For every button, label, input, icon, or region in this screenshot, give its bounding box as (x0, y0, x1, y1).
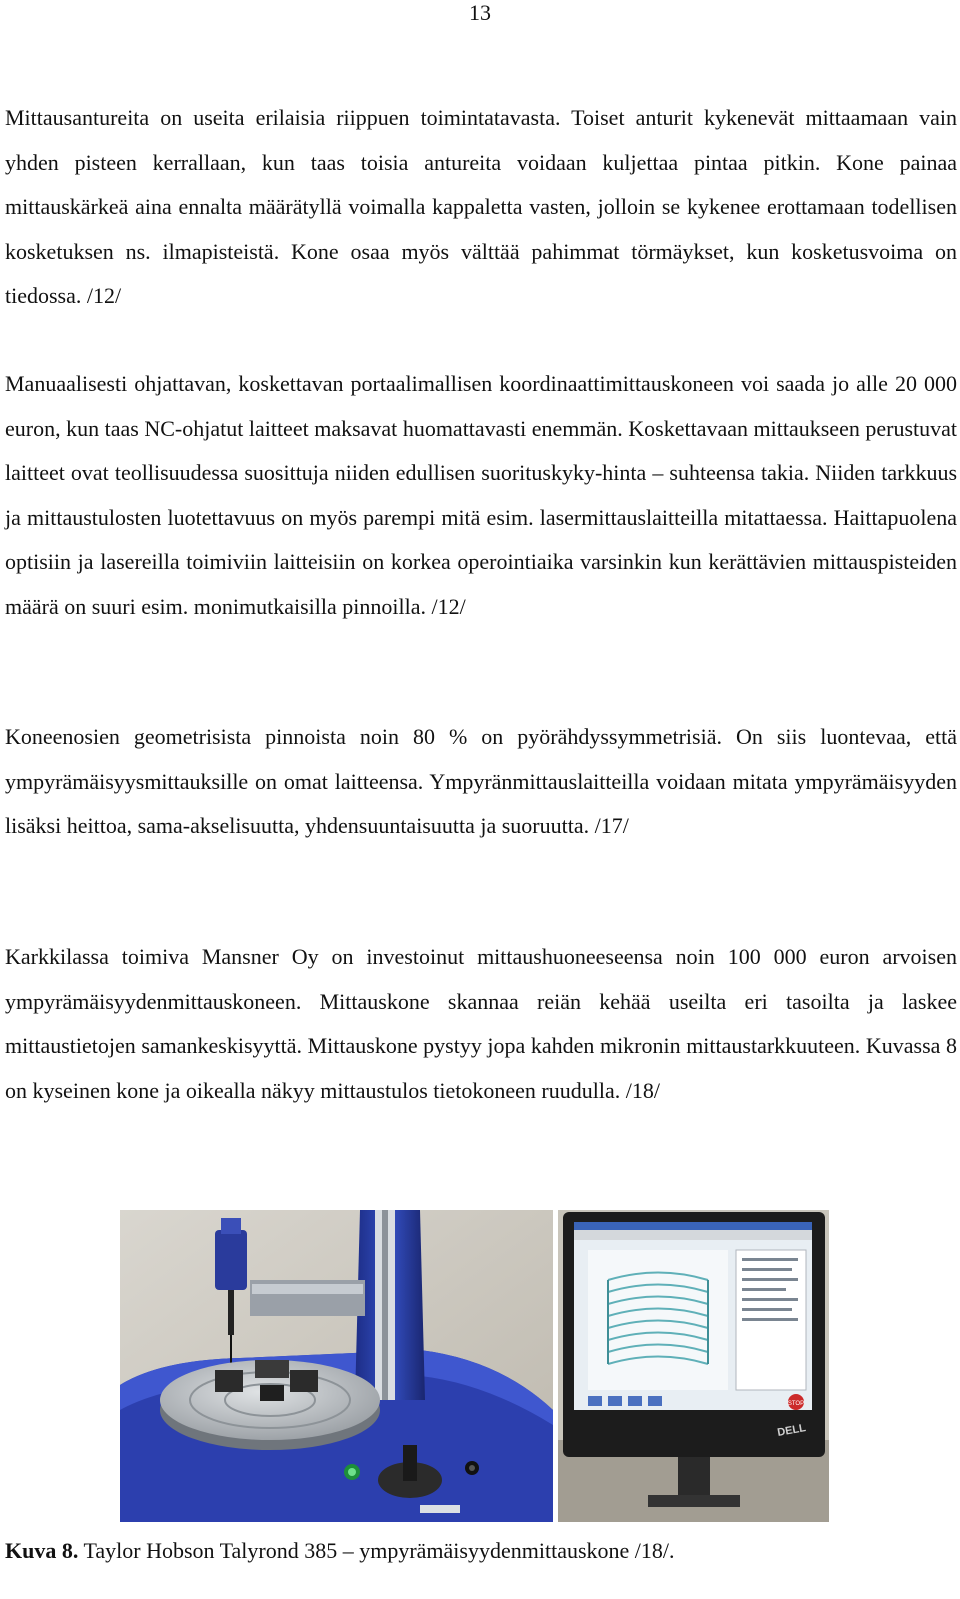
page-number: 13 (469, 0, 491, 25)
stop-label: STOP (787, 1401, 805, 1407)
paragraph-4: Karkkilassa toimiva Mansner Oy on investoinut mittaushuoneeseensa noin 100 000 euron arvoisen ympyrämäisyydenmittauskoneen. Mittauskone skannaa reiän kehää useilta eri tasoilta ja laskee mittaustietojen samankeskisyyttä. Mittauskone pystyy jopa kahden mikronin mittaustarkkuuteen. Kuvassa 8 on kyseinen kone ja oikealla näkyy mittaustulos tietokoneen ruudulla. /18/ (5, 944, 957, 1103)
monitor-illustration (558, 1210, 829, 1522)
paragraph-1: Mittausantureita on useita erilaisia riippuen toimintatavasta. Toiset anturit kykenevät mittaamaan vain yhden pisteen kerrallaan, kun taas toisia antureita voidaan kuljettaa pintaa pitkin. Kone painaa mittauskärkeä aina ennalta määrätyllä voimalla kappaletta vasten, jolloin se kykenee erottamaan todellisen kosketuksen ns. ilmapisteistä. Kone osaa myös välttää pahimmat törmäykset, kun kosketusvoima on tiedossa. /12/ (5, 105, 957, 308)
monitor-brand: DELL (776, 1422, 807, 1439)
monitor-photo (558, 1210, 829, 1522)
caption-text: Taylor Hobson Talyrond 385 – ympyrämäisyydenmittauskone /18/. (78, 1538, 675, 1563)
machine-photo (120, 1210, 553, 1522)
figure-caption (5, 1534, 955, 1568)
caption-label: Kuva 8. (5, 1538, 79, 1563)
paragraph-2: Manuaalisesti ohjattavan, koskettavan portaalimallisen koordinaattimittauskoneen voi saada jo alle 20 000 euron, kun taas NC-ohjatut laitteet maksavat huomattavasti enemmän. Koskettavaan mittaukseen perustuvat laitteet ovat teollisuudessa suosittuja niiden edullisen suorituskyky-hinta – suhteensa takia. Niiden tarkkuus ja mittaustulosten luotettavuus on myös parempi mitä esim. lasermittauslaitteilla mitattaessa. Haittapuolena optisiin ja lasereilla toimiviin laitteisiin on korkea operointiaika varsinkin kun kerättävien mittauspisteiden määrä on suuri esim. monimutkaisilla pinnoilla. /12/ (5, 371, 957, 619)
roundness-machine-illustration (120, 1210, 553, 1522)
paragraph-3: Koneenosien geometrisista pinnoista noin 80 % on pyörähdyssymmetrisiä. On siis luontevaa, että ympyrämäisyysmittauksille on omat laitteensa. Ympyränmittauslaitteilla voidaan mitata ympyrämäisyyden lisäksi heittoa, sama-akselisuutta, yhdensuuntaisuutta ja suoruutta. /17/ (5, 724, 957, 838)
